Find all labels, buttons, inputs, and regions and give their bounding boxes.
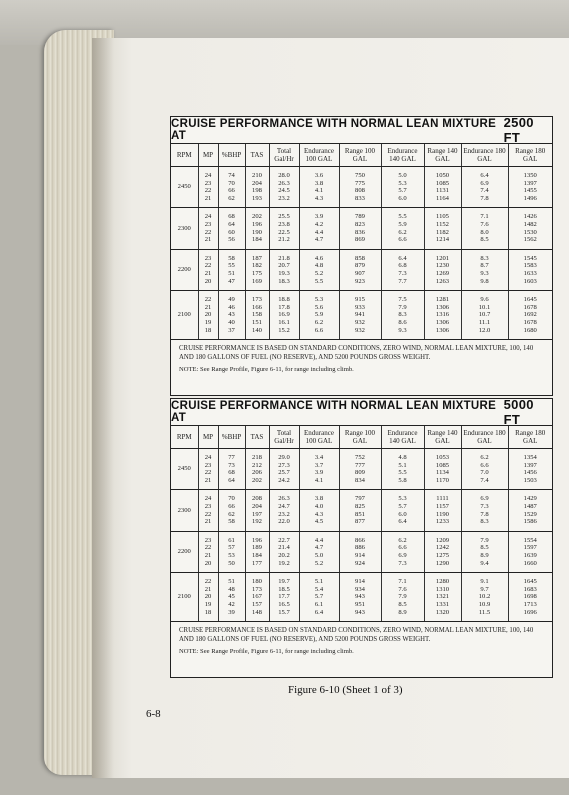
table-cell: 1429 1487 1529 1586 bbox=[508, 490, 552, 531]
column-header: TAS bbox=[245, 144, 269, 167]
table-cell: 1111 1157 1190 1233 bbox=[424, 490, 461, 531]
table-cell: 180 173 167 157 148 bbox=[245, 573, 269, 622]
column-header: Range 100 GAL bbox=[339, 144, 381, 167]
column-header: Endurance 180 GAL bbox=[461, 144, 508, 167]
spine-shadow bbox=[92, 38, 114, 778]
table-cell: 789 823 836 869 bbox=[339, 208, 381, 249]
table-note-range: NOTE: See Range Profile, Figure 6-11, for range including climb. bbox=[179, 366, 354, 374]
table-cell: 58 55 51 47 bbox=[218, 249, 245, 290]
column-header: %BHP bbox=[218, 426, 245, 449]
table-title-prefix: CRUISE PERFORMANCE WITH NORMAL LEAN MIXTURE AT bbox=[171, 118, 497, 142]
table-cell: 6.9 7.3 7.8 8.3 bbox=[461, 490, 508, 531]
column-header: Total Gal/Hr bbox=[269, 426, 299, 449]
table-cell: 9.6 10.1 10.7 11.1 12.0 bbox=[461, 291, 508, 340]
table-cell: 210 204 198 193 bbox=[245, 167, 269, 208]
table-cell: 1645 1678 1692 1678 1680 bbox=[508, 291, 552, 340]
table-cell: 1105 1152 1182 1214 bbox=[424, 208, 461, 249]
table-cell: 18.8 17.8 16.9 16.1 15.2 bbox=[269, 291, 299, 340]
rpm-cell: 2100 bbox=[171, 573, 198, 622]
table-note-range: NOTE: See Range Profile, Figure 6-11, for range including climb. bbox=[179, 648, 354, 656]
table-title bbox=[171, 117, 552, 144]
table-row bbox=[171, 249, 552, 290]
table-cell: 24 23 22 21 bbox=[198, 208, 218, 249]
column-header: Range 100 GAL bbox=[339, 426, 381, 449]
table-cell: 4.6 4.8 5.2 5.5 bbox=[299, 249, 339, 290]
table-cell: 208 204 197 192 bbox=[245, 490, 269, 531]
table-cell: 5.5 5.9 6.2 6.6 bbox=[381, 208, 424, 249]
rpm-cell: 2300 bbox=[171, 208, 198, 249]
column-header: Range 180 GAL bbox=[508, 426, 552, 449]
table-cell: 752 777 809 834 bbox=[339, 449, 381, 490]
rpm-cell: 2100 bbox=[171, 291, 198, 340]
table-cell: 202 196 190 184 bbox=[245, 208, 269, 249]
table-body bbox=[171, 449, 552, 622]
table-cell: 6.2 6.6 7.0 7.4 bbox=[461, 449, 508, 490]
table-cell: 1201 1230 1269 1263 bbox=[424, 249, 461, 290]
header-row bbox=[171, 144, 552, 167]
table-cell: 74 70 66 62 bbox=[218, 167, 245, 208]
column-header: Range 140 GAL bbox=[424, 426, 461, 449]
table-title-prefix: CRUISE PERFORMANCE WITH NORMAL LEAN MIXTURE AT bbox=[171, 400, 497, 424]
table-cell: 173 166 158 151 140 bbox=[245, 291, 269, 340]
table-cell: 1209 1242 1275 1290 bbox=[424, 531, 461, 572]
table-cell: 23 22 21 20 bbox=[198, 249, 218, 290]
rpm-cell: 2450 bbox=[171, 449, 198, 490]
table-cell: 22 21 20 19 18 bbox=[198, 291, 218, 340]
table-cell: 22 21 20 19 18 bbox=[198, 573, 218, 622]
column-header: Range 180 GAL bbox=[508, 144, 552, 167]
table-cell: 1426 1482 1530 1562 bbox=[508, 208, 552, 249]
table-cell: 187 182 175 169 bbox=[245, 249, 269, 290]
table-row bbox=[171, 291, 552, 340]
table-cell: 26.3 24.7 23.2 22.0 bbox=[269, 490, 299, 531]
table-cell: 51 48 45 42 39 bbox=[218, 573, 245, 622]
table-row bbox=[171, 449, 552, 490]
table-title-altitude: 2500 FT bbox=[503, 115, 534, 145]
table-cell: 19.7 18.5 17.7 16.5 15.7 bbox=[269, 573, 299, 622]
table-cell: 61 57 53 50 bbox=[218, 531, 245, 572]
table-cell: 797 825 851 877 bbox=[339, 490, 381, 531]
table-cell: 24 23 22 21 bbox=[198, 167, 218, 208]
cruise-table-5000ft bbox=[170, 398, 553, 678]
table-cell: 1554 1597 1639 1660 bbox=[508, 531, 552, 572]
table-cell: 24 23 22 21 bbox=[198, 490, 218, 531]
table-cell: 77 73 68 64 bbox=[218, 449, 245, 490]
table-row bbox=[171, 573, 552, 622]
column-header: Range 140 GAL bbox=[424, 144, 461, 167]
rpm-cell: 2200 bbox=[171, 531, 198, 572]
table-cell: 68 64 60 56 bbox=[218, 208, 245, 249]
table-note: CRUISE PERFORMANCE IS BASED ON STANDARD CONDITIONS, ZERO WIND, NORMAL LEAN MIXTURE, 100, 140 AND 180 GALLONS OF FUEL (NO RESERVE), AND 5200 POUNDS GROSS WEIGHT. bbox=[179, 627, 534, 644]
table-cell: 7.1 7.6 7.9 8.5 8.9 bbox=[381, 573, 424, 622]
table-row bbox=[171, 490, 552, 531]
table-cell: 866 886 914 924 bbox=[339, 531, 381, 572]
table-row bbox=[171, 531, 552, 572]
table-cell: 4.4 4.7 5.0 5.2 bbox=[299, 531, 339, 572]
table-note: CRUISE PERFORMANCE IS BASED ON STANDARD CONDITIONS, ZERO WIND, NORMAL LEAN MIXTURE, 100, 140 AND 180 GALLONS OF FUEL (NO RESERVE), AND 5200 POUNDS GROSS WEIGHT. bbox=[179, 345, 534, 362]
rpm-cell: 2300 bbox=[171, 490, 198, 531]
table-cell: 3.8 4.0 4.3 4.5 bbox=[299, 490, 339, 531]
table-cell: 70 66 62 58 bbox=[218, 490, 245, 531]
table-cell: 858 879 907 923 bbox=[339, 249, 381, 290]
table-cell: 5.3 5.6 5.9 6.2 6.6 bbox=[299, 291, 339, 340]
table-cell: 8.3 8.7 9.3 9.8 bbox=[461, 249, 508, 290]
table-cell: 21.8 20.7 19.3 18.3 bbox=[269, 249, 299, 290]
column-header: Endurance 180 GAL bbox=[461, 426, 508, 449]
table-title bbox=[171, 399, 552, 426]
table-cell: 24 23 22 21 bbox=[198, 449, 218, 490]
table-cell: 1053 1085 1134 1170 bbox=[424, 449, 461, 490]
column-header: RPM bbox=[171, 426, 198, 449]
table-cell: 1645 1683 1698 1713 1696 bbox=[508, 573, 552, 622]
table-cell: 23 22 21 20 bbox=[198, 531, 218, 572]
table-cell: 914 934 943 951 943 bbox=[339, 573, 381, 622]
table-row bbox=[171, 208, 552, 249]
table-cell: 4.8 5.1 5.5 5.8 bbox=[381, 449, 424, 490]
column-header: Endurance 140 GAL bbox=[381, 426, 424, 449]
table-cell: 3.9 4.2 4.4 4.7 bbox=[299, 208, 339, 249]
table-cell: 9.1 9.7 10.2 10.9 11.5 bbox=[461, 573, 508, 622]
header-row bbox=[171, 426, 552, 449]
table-cell: 5.0 5.3 5.7 6.0 bbox=[381, 167, 424, 208]
table-row bbox=[171, 167, 552, 208]
table-cell: 1350 1397 1455 1496 bbox=[508, 167, 552, 208]
figure-caption: Figure 6-10 (Sheet 1 of 3) bbox=[288, 684, 403, 696]
table-cell: 750 775 808 833 bbox=[339, 167, 381, 208]
table-cell: 3.6 3.8 4.1 4.3 bbox=[299, 167, 339, 208]
table-cell: 1354 1397 1456 1503 bbox=[508, 449, 552, 490]
performance-table bbox=[171, 144, 552, 340]
table-cell: 7.1 7.6 8.0 8.5 bbox=[461, 208, 508, 249]
performance-table bbox=[171, 426, 552, 622]
column-header: RPM bbox=[171, 144, 198, 167]
cruise-table-2500ft bbox=[170, 116, 553, 396]
table-title-altitude: 5000 FT bbox=[503, 397, 534, 427]
column-header: Endurance 100 GAL bbox=[299, 426, 339, 449]
table-cell: 28.0 26.3 24.5 23.2 bbox=[269, 167, 299, 208]
column-header: Endurance 140 GAL bbox=[381, 144, 424, 167]
table-cell: 6.2 6.6 6.9 7.3 bbox=[381, 531, 424, 572]
table-cell: 22.7 21.4 20.2 19.2 bbox=[269, 531, 299, 572]
table-cell: 5.3 5.7 6.0 6.4 bbox=[381, 490, 424, 531]
table-cell: 1050 1085 1131 1164 bbox=[424, 167, 461, 208]
table-cell: 5.1 5.4 5.7 6.1 6.4 bbox=[299, 573, 339, 622]
column-header: Total Gal/Hr bbox=[269, 144, 299, 167]
table-cell: 6.4 6.8 7.3 7.7 bbox=[381, 249, 424, 290]
column-header: MP bbox=[198, 144, 218, 167]
column-header: Endurance 100 GAL bbox=[299, 144, 339, 167]
table-cell: 49 46 43 40 37 bbox=[218, 291, 245, 340]
rpm-cell: 2200 bbox=[171, 249, 198, 290]
table-cell: 915 933 941 932 932 bbox=[339, 291, 381, 340]
table-cell: 6.4 6.9 7.4 7.8 bbox=[461, 167, 508, 208]
page-number: 6-8 bbox=[146, 708, 161, 720]
column-header: MP bbox=[198, 426, 218, 449]
table-cell: 7.9 8.5 8.9 9.4 bbox=[461, 531, 508, 572]
rpm-cell: 2450 bbox=[171, 167, 198, 208]
table-body bbox=[171, 167, 552, 340]
table-cell: 218 212 206 202 bbox=[245, 449, 269, 490]
table-cell: 25.5 23.8 22.5 21.2 bbox=[269, 208, 299, 249]
column-header: TAS bbox=[245, 426, 269, 449]
column-header: %BHP bbox=[218, 144, 245, 167]
table-cell: 29.0 27.3 25.7 24.2 bbox=[269, 449, 299, 490]
table-cell: 196 189 184 177 bbox=[245, 531, 269, 572]
table-cell: 1280 1310 1321 1331 1320 bbox=[424, 573, 461, 622]
table-cell: 1281 1306 1316 1306 1306 bbox=[424, 291, 461, 340]
table-cell: 1545 1583 1633 1603 bbox=[508, 249, 552, 290]
table-cell: 7.5 7.9 8.3 8.6 9.3 bbox=[381, 291, 424, 340]
table-cell: 3.4 3.7 3.9 4.1 bbox=[299, 449, 339, 490]
